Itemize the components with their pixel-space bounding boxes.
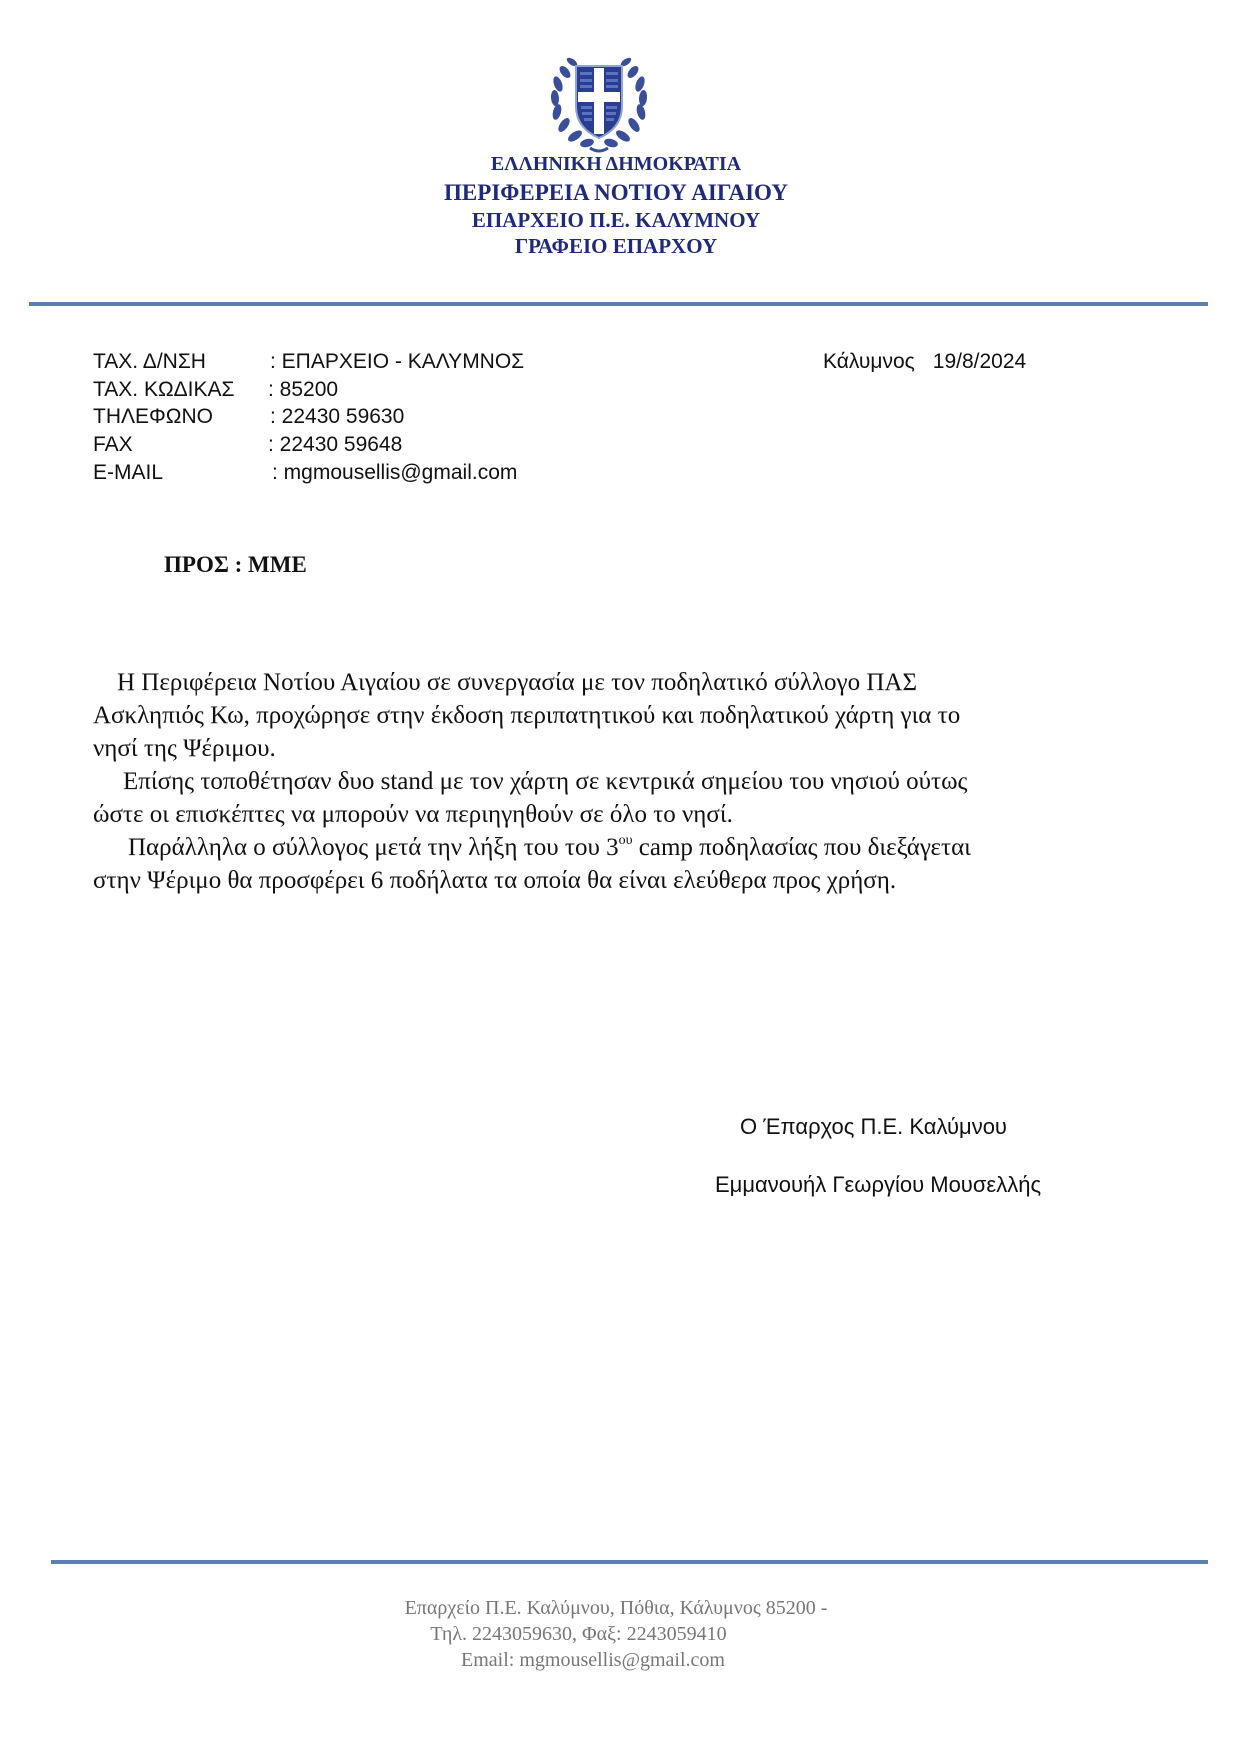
body-line-text: camp ποδηλασίας που διεξάγεται (632, 834, 971, 861)
contact-address-value: : ΕΠΑΡΧΕΙΟ - ΚΑΛΥΜΝΟΣ (270, 350, 525, 373)
footer-email: Email: mgmousellis@gmail.com (461, 1649, 725, 1671)
greek-coat-of-arms-icon (548, 48, 650, 156)
signature-title: Ο Έπαρχος Π.Ε. Καλύμνου (740, 1114, 1007, 1139)
contact-fax-value: : 22430 59648 (268, 433, 403, 456)
footer-address: Επαρχείο Π.Ε. Καλύμνου, Πόθια, Κάλυμνος 85200 - (404, 1597, 828, 1619)
body-line-text: Παράλληλα ο σύλλογος μετά την λήξη του του 3 (128, 834, 619, 861)
header-divider (29, 302, 1208, 306)
contact-phone-label: ΤΗΛΕΦΩΝΟ (93, 405, 213, 428)
header-line-prefecture: ΕΠΑΡΧΕΙΟ Π.Ε. ΚΑΛΥΜΝΟΥ (471, 208, 761, 232)
contact-postal-label: ΤΑΧ. ΚΩΔΙΚΑΣ (93, 378, 235, 401)
body-line: ώστε οι επισκέπτες να μπορούν να περιηγηθούν σε όλο το νησί. (93, 801, 733, 828)
contact-phone-value: : 22430 59630 (270, 405, 405, 428)
contact-address-label: ΤΑΧ. Δ/ΝΣΗ (93, 350, 206, 373)
header-line-office: ΓΡΑΦΕΙΟ ΕΠΑΡΧΟΥ (514, 234, 718, 258)
contact-email-value: : mgmousellis@gmail.com (272, 461, 518, 484)
ordinal-superscript: ου (618, 832, 633, 848)
body-line: Επίσης τοποθέτησαν δυο stand με τον χάρτη σε κεντρικά σημείου του νησιού ούτως (123, 768, 968, 795)
body-line: νησί της Ψέριμου. (93, 735, 276, 762)
recipient: ΠΡΟΣ : ΜΜΕ (164, 552, 307, 577)
header-line-country: ΕΛΛΗΝΙΚΗ ΔΗΜΟΚΡΑΤΙΑ (490, 153, 742, 175)
body-line: στην Ψέριμο θα προσφέρει 6 ποδήλατα τα οποία θα είναι ελεύθερα προς χρήση. (93, 867, 897, 894)
contact-email-label: E-MAIL (93, 461, 164, 484)
place-date (823, 350, 1026, 374)
contact-fax-label: FAX (93, 433, 133, 456)
place: Κάλυμνος (823, 350, 915, 373)
footer-divider (51, 1560, 1208, 1564)
body-line: Ασκληπιός Κω, προχώρησε στην έκδοση περιπατητικού και ποδηλατικού χάρτη για το (93, 702, 961, 729)
body-line (93, 831, 1143, 864)
body-line: Η Περιφέρεια Νοτίου Αιγαίου σε συνεργασία με τον ποδηλατικό σύλλογο ΠΑΣ (117, 669, 918, 696)
letter-body (93, 666, 1143, 897)
contact-postal-value: : 85200 (268, 378, 339, 401)
footer-phone: Τηλ. 2243059630, Φαξ: 2243059410 (430, 1623, 727, 1645)
date: 19/8/2024 (932, 350, 1027, 373)
signature-name: Εμμανουήλ Γεωργίου Μουσελλής (715, 1172, 1042, 1197)
header-line-region: ΠΕΡΙΦΕΡΕΙΑ ΝΟΤΙΟΥ ΑΙΓΑΙΟΥ (444, 180, 788, 205)
